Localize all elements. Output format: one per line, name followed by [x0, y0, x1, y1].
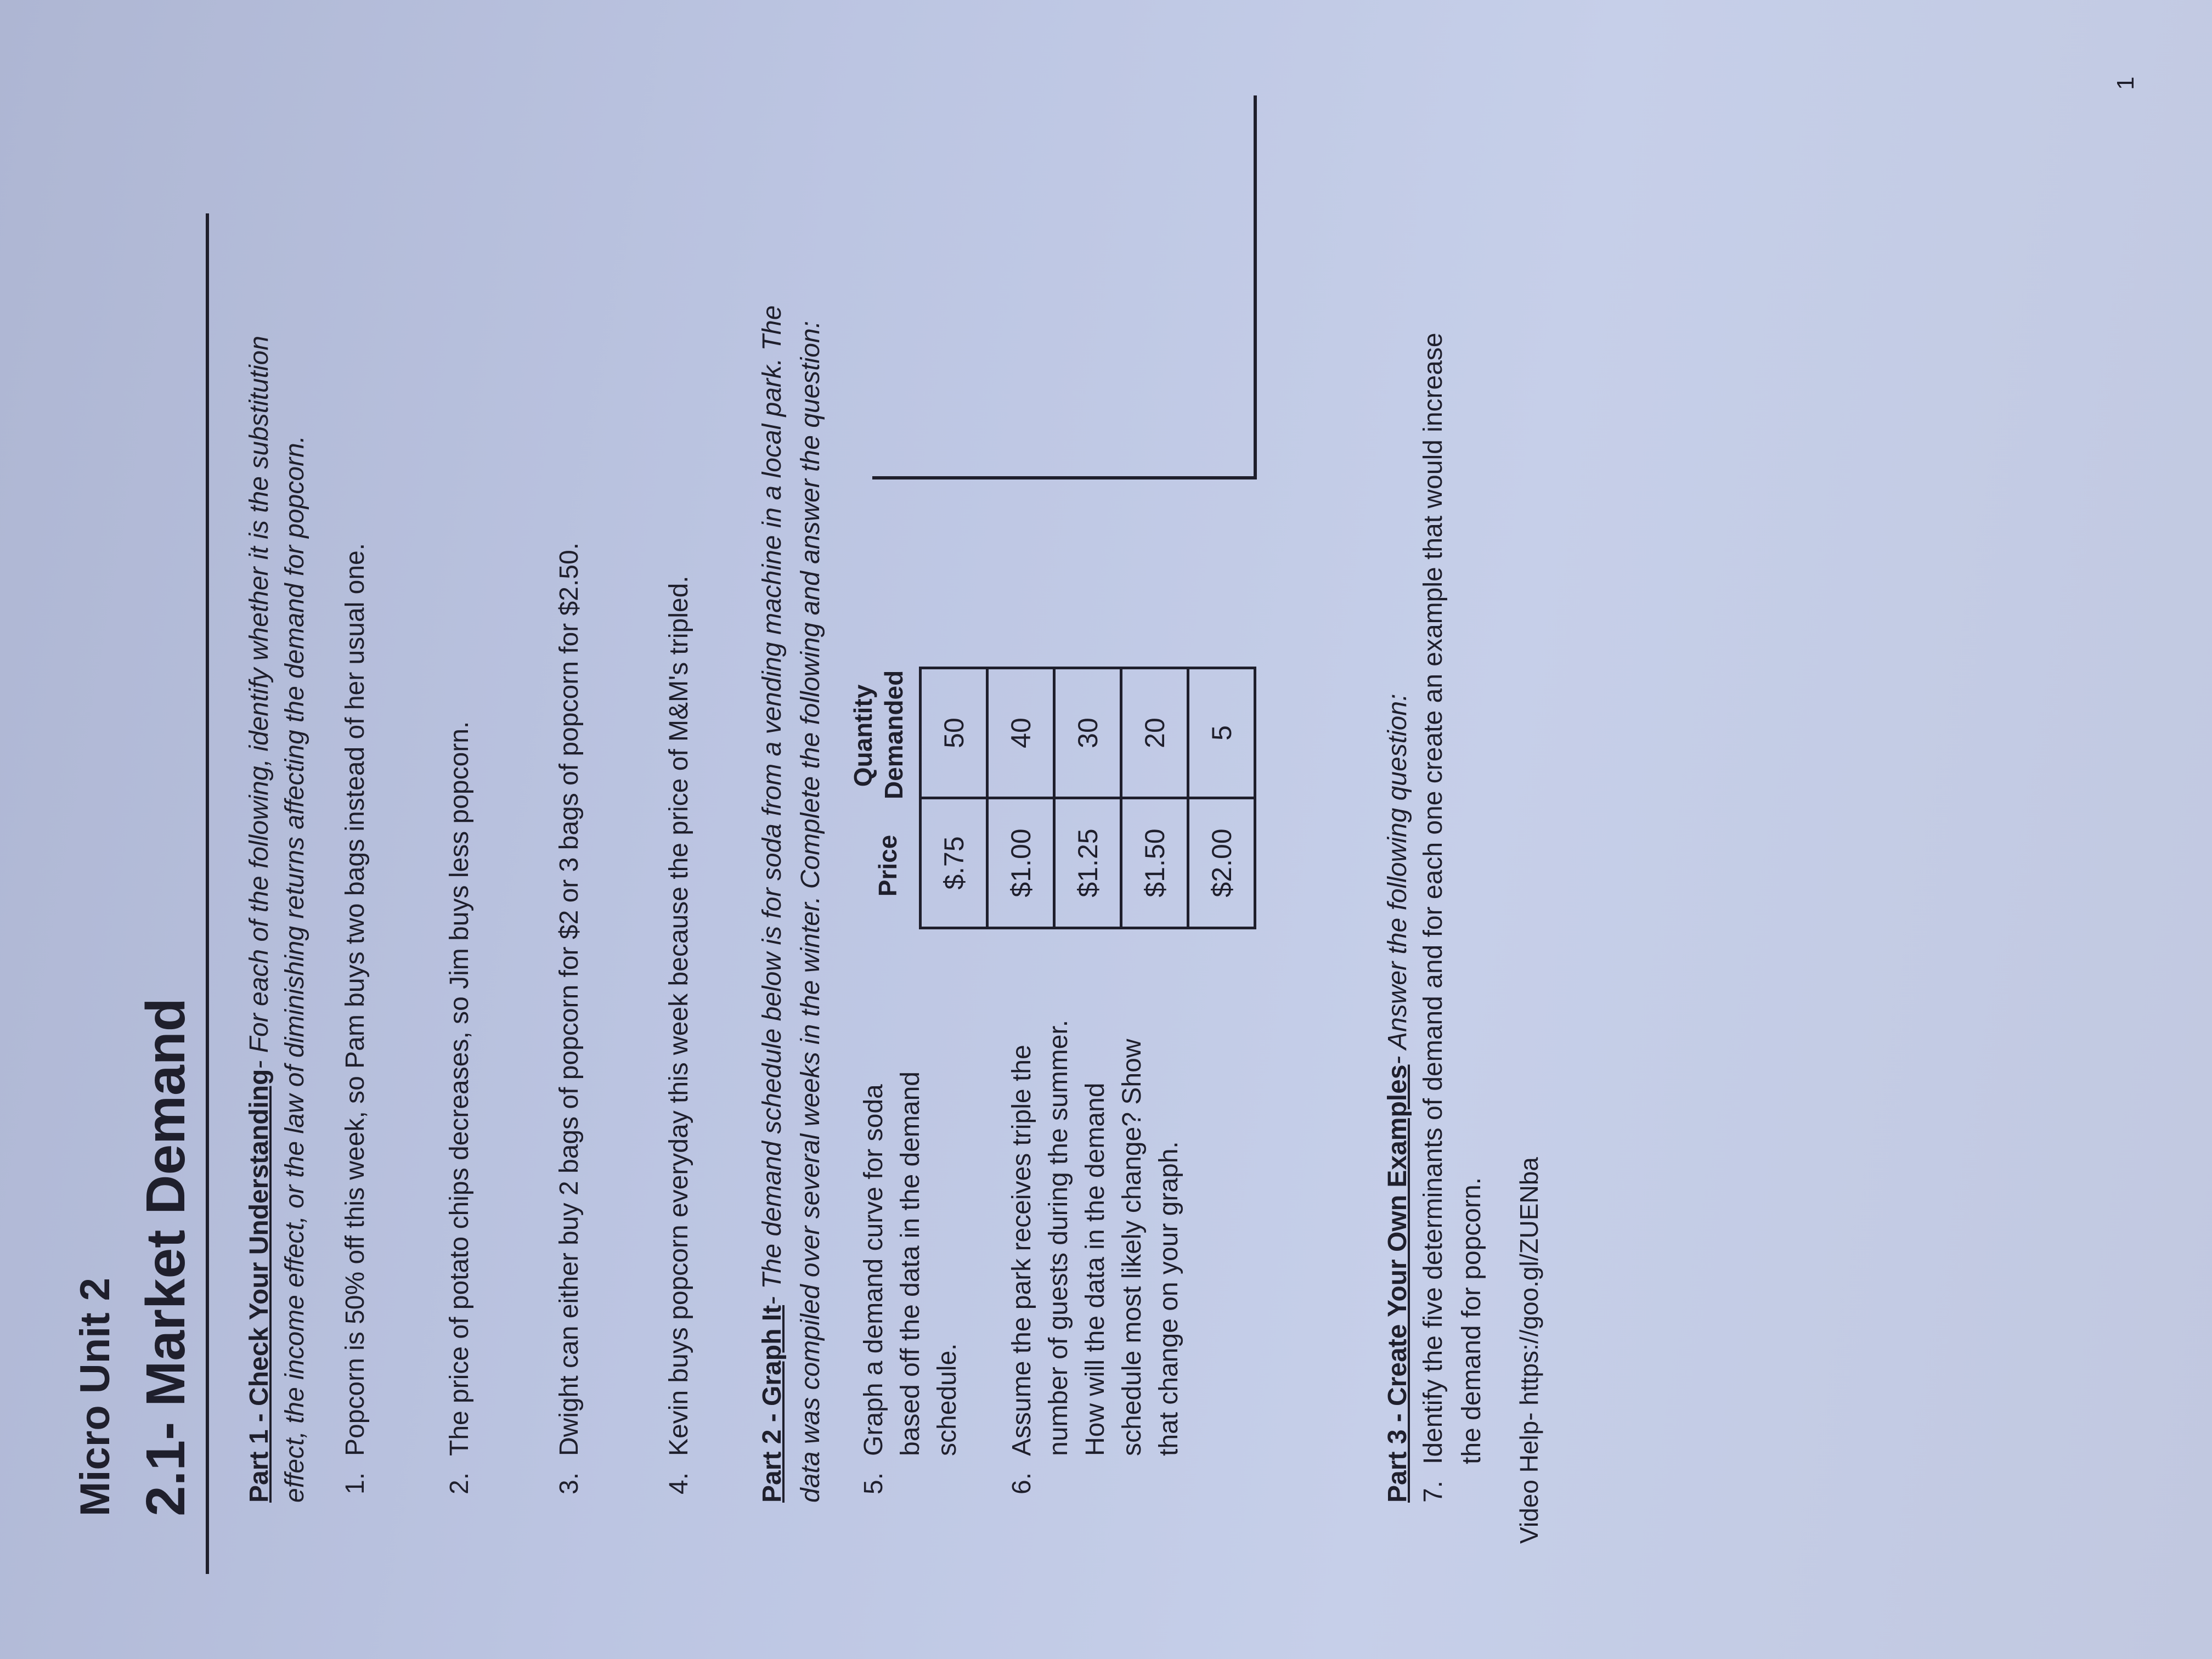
part2-heading: Part 2 - Graph It [758, 1305, 787, 1503]
q6-line2: number of guests during the summer. [1044, 1019, 1073, 1456]
table-row [1121, 668, 1188, 928]
q6-line3: How will the data in the demand [1081, 1082, 1110, 1456]
page-number: 1 [2112, 76, 2139, 90]
part2-instructions-2 [790, 321, 832, 1503]
price-cell: $1.00 [988, 798, 1054, 928]
item-number: 6. [1007, 1472, 1036, 1494]
table-row [921, 668, 988, 928]
q7-line2: the demand for popcorn. [1457, 1177, 1486, 1464]
part1-instructions-line1: - For each of the following, identify whether it is the substitution [245, 335, 274, 1069]
quantity-cell: 20 [1121, 668, 1188, 798]
q6-line1: Assume the park receives triple the [1007, 1045, 1036, 1456]
part2-instructions-line1: - The demand schedule below is for soda from a vending machine in a local park. The [758, 305, 787, 1305]
item-number: 1. [341, 1472, 370, 1494]
q7-line1: Identify the five determinants of demand and for each one create an example that would increase [1419, 332, 1448, 1464]
part3-heading: Part 3 - Create Your Own Examples [1383, 1064, 1412, 1503]
graph-x-axis [1254, 95, 1257, 479]
part1-instructions-2 [274, 436, 316, 1503]
q5-line1: Graph a demand curve for soda [859, 1084, 888, 1456]
q5-line3: schedule. [933, 1343, 962, 1456]
part1-item-2: The price of potato chips decreases, so Jim buys less popcorn. [445, 721, 474, 1456]
price-cell: $.75 [921, 798, 988, 928]
item-number: 2. [445, 1472, 474, 1494]
price-cell: $1.50 [1121, 798, 1188, 928]
table-row [1188, 668, 1255, 928]
part3-instructions-text: - Answer the following question: [1383, 693, 1412, 1065]
part1-item-1: Popcorn is 50% off this week, so Pam buys two bags instead of her usual one. [341, 543, 370, 1456]
video-help-link[interactable]: Video Help- https://goo.gl/ZUENba [1515, 1157, 1543, 1544]
unit-subtitle: Micro Unit 2 [72, 1278, 119, 1516]
quantity-cell: 5 [1188, 668, 1255, 798]
item-number: 4. [664, 1472, 693, 1494]
q6-line5: that change on your graph. [1154, 1141, 1183, 1456]
graph-y-axis [872, 476, 1256, 479]
part1-item-3: Dwight can either buy 2 bags of popcorn for $2 or 3 bags of popcorn for $2.50. [555, 542, 584, 1456]
demand-schedule-table [919, 667, 1256, 929]
price-cell: $1.25 [1054, 798, 1121, 928]
item-number: 5. [859, 1472, 888, 1494]
part1-item-4: Kevin buys popcorn everyday this week because the price of M&M's tripled. [664, 575, 693, 1456]
price-cell: $2.00 [1188, 798, 1255, 928]
page-title: 2.1- Market Demand [135, 998, 196, 1516]
part1-instructions-line2: effect, the income effect, or the law of diminishing returns affecting the demand for popcorn. [280, 435, 309, 1503]
quantity-column-header [848, 672, 909, 799]
table-row [988, 668, 1054, 928]
title-rule [206, 213, 209, 1574]
quantity-header-line1: Quantity [849, 684, 877, 787]
part1-heading: Part 1 - Check Your Understanding [245, 1069, 274, 1503]
quantity-cell: 30 [1054, 668, 1121, 798]
part2-instructions-line2: data was compiled over several weeks in the winter. Complete the following and answer the question: [796, 320, 825, 1503]
part2-instructions [752, 306, 793, 1503]
price-column-header: Price [873, 834, 902, 897]
item-number: 3. [555, 1472, 584, 1494]
quantity-cell: 40 [988, 668, 1054, 798]
quantity-header-line2: Demanded [879, 670, 908, 799]
table-row [1054, 668, 1121, 928]
q5-line2: based off the data in the demand [896, 1071, 925, 1456]
item-number: 7. [1419, 1480, 1448, 1503]
q6-line4: schedule most likely change? Show [1118, 1039, 1147, 1456]
quantity-cell: 50 [921, 668, 988, 798]
